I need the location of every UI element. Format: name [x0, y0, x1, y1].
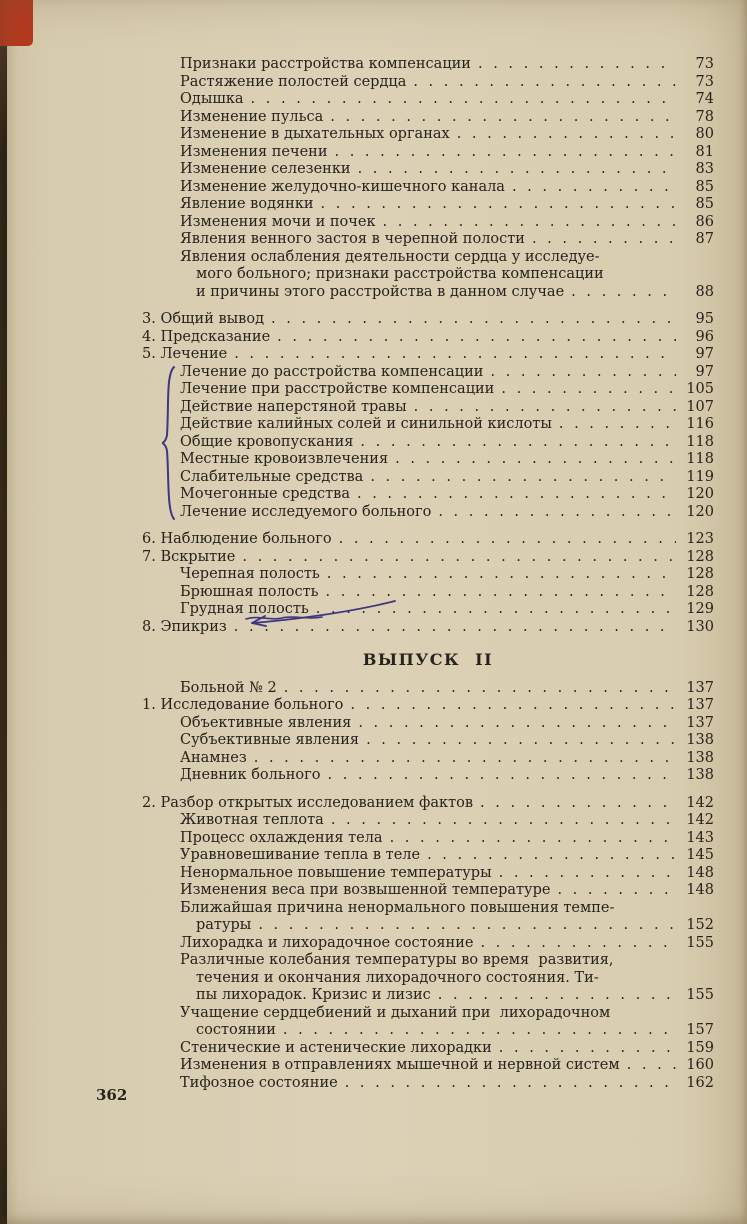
dot-leader — [350, 697, 676, 715]
entry-title: Дневник больного — [180, 767, 321, 783]
entry-page-number: 148 — [686, 882, 714, 898]
dot-leader — [358, 161, 676, 179]
entry-title: Одышка — [180, 91, 244, 107]
entry-title: Лечение до расстройства компенсации — [180, 363, 484, 380]
toc-entry — [180, 566, 714, 584]
dot-leader — [478, 56, 676, 74]
entry-title: Мочегонные средства — [180, 486, 350, 502]
toc-entry — [180, 416, 714, 434]
toc-entry — [180, 214, 714, 232]
red-corner-mark — [0, 0, 33, 46]
entry-page-number: 157 — [686, 1022, 714, 1038]
entry-title-line: мого больного; признаки расстройства компенсации — [196, 266, 604, 282]
toc-entry — [180, 126, 714, 144]
entry-page-number: 145 — [686, 847, 714, 863]
entry-page-number: 80 — [695, 126, 714, 142]
toc-entry — [180, 750, 714, 768]
dot-leader — [532, 231, 676, 249]
dot-leader — [438, 987, 676, 1005]
toc-entry — [180, 381, 714, 399]
entry-title: Животная теплота — [180, 812, 324, 828]
entry-page-number: 96 — [695, 328, 714, 345]
entry-page-number: 129 — [686, 601, 714, 617]
entry-title: Явления венного застоя в черепной полости — [180, 231, 525, 247]
entry-title: Изменения мочи и почек — [180, 213, 376, 230]
entry-title: Грудная полость — [180, 601, 309, 617]
dot-leader — [490, 364, 676, 382]
toc-entry — [142, 311, 714, 329]
entry-title: Действие калийных солей и синильной кислоты — [180, 416, 552, 432]
entry-page-number: 130 — [686, 618, 714, 635]
entry-page-number: 137 — [686, 697, 714, 713]
entry-title: Слабительные средства — [180, 468, 364, 485]
entry-group — [142, 680, 714, 785]
entry-title: Брюшная полость — [180, 583, 319, 600]
entry-title: Растяжение полостей сердца — [180, 73, 407, 90]
toc-entry — [180, 504, 714, 522]
entry-group — [142, 56, 714, 301]
entry-page-number: 81 — [695, 143, 714, 160]
toc-entry — [142, 346, 714, 364]
entry-title-line: Явления ослабления деятельности сердца у исследуе- — [180, 248, 600, 265]
dot-leader — [427, 847, 676, 865]
entry-page-number: 137 — [686, 714, 714, 731]
handwritten-brace-icon — [161, 365, 177, 521]
toc-entry — [180, 680, 714, 698]
toc-entry — [180, 715, 714, 733]
entry-group — [142, 795, 714, 1093]
entry-title: Изменения печени — [180, 143, 328, 160]
toc-entry — [180, 56, 714, 74]
dot-leader — [335, 144, 677, 162]
entry-title: Явление водянки — [180, 196, 314, 212]
entry-page-number: 88 — [695, 283, 714, 300]
toc-entry — [180, 1075, 714, 1093]
entry-title: 6. Наблюдение больного — [142, 531, 332, 547]
entry-page-number: 74 — [695, 91, 714, 107]
entry-title: Процесс охлаждения тела — [180, 829, 383, 846]
entry-title: Субъективные явления — [180, 732, 360, 748]
dot-leader — [499, 1040, 676, 1058]
toc-entry — [142, 795, 714, 813]
entry-page-number: 87 — [695, 231, 714, 247]
entry-group — [142, 531, 714, 636]
entry-page-number: 105 — [686, 381, 714, 397]
dot-leader — [395, 451, 676, 469]
dot-leader — [501, 381, 676, 399]
entry-title: Изменение желудочно-кишечного канала — [180, 178, 505, 195]
entry-title: Лечение исследуемого больного — [180, 503, 432, 520]
toc-entry — [180, 434, 714, 452]
entry-title: Изменение пульса — [180, 108, 324, 125]
entry-title-line: Различные колебания температуры во время развития, — [180, 952, 614, 968]
toc-entry — [180, 486, 714, 504]
dot-leader — [251, 91, 676, 109]
entry-page-number: 137 — [686, 679, 714, 696]
entry-page-number: 95 — [695, 311, 714, 327]
dot-leader — [370, 469, 676, 487]
entry-page-number: 142 — [686, 794, 714, 811]
dot-leader — [242, 549, 676, 567]
dot-leader — [559, 416, 676, 434]
entry-title: Ненормальное повышение температуры — [180, 864, 492, 881]
entry-title: 7. Вскрытие — [142, 548, 236, 565]
entry-title: Местные кровоизвлечения — [180, 451, 389, 467]
entry-page-number: 128 — [686, 548, 714, 565]
dot-leader — [457, 126, 676, 144]
entry-title: Изменения веса при возвышенной температуре — [180, 882, 551, 898]
entry-title: Тифозное состояние — [180, 1074, 338, 1091]
toc-entry — [180, 249, 714, 302]
entry-page-number: 85 — [695, 196, 714, 212]
toc-entry — [180, 952, 714, 1005]
dot-leader — [360, 434, 676, 452]
entry-page-number: 83 — [695, 161, 714, 177]
entry-title: Лихорадка и лихорадочное состояние — [180, 934, 474, 951]
section-heading: ВЫПУСК II — [362, 650, 494, 669]
toc-entry — [180, 451, 714, 469]
toc-entry — [142, 329, 714, 347]
dot-leader — [284, 680, 676, 698]
toc-entry — [180, 74, 714, 92]
entry-title: Анамнез — [180, 749, 247, 766]
entry-title: состоянии — [196, 1022, 276, 1038]
toc-entry — [142, 549, 714, 567]
entry-title-line: течения и окончания лихорадочного состояния. Ти- — [196, 969, 599, 986]
entry-title-line: Ближайшая причина ненормального повышения темпе- — [180, 899, 615, 916]
toc-entry — [180, 109, 714, 127]
entry-page-number: 128 — [686, 566, 714, 582]
entry-page-number: 97 — [695, 363, 714, 380]
entry-page-number: 118 — [686, 433, 714, 450]
page-left-edge-shadow — [0, 0, 7, 1224]
dot-leader — [327, 767, 676, 785]
entry-page-number: 78 — [695, 108, 714, 125]
dot-leader — [414, 399, 676, 417]
entry-title: Изменение селезенки — [180, 161, 351, 177]
dot-leader — [383, 214, 676, 232]
entry-title: Изменение в дыхательных органах — [180, 126, 450, 142]
entry-title: Объективные явления — [180, 714, 352, 731]
entry-group — [142, 311, 714, 364]
dot-leader — [358, 715, 676, 733]
entry-title: Лечение при расстройстве компенсации — [180, 381, 495, 397]
entry-title: 8. Эпикриз — [142, 618, 227, 635]
toc-entry — [142, 697, 714, 715]
toc-entry — [180, 469, 714, 487]
entry-title: ратуры — [196, 917, 252, 933]
dot-leader — [512, 179, 676, 197]
dot-leader — [413, 74, 676, 92]
toc-entry — [180, 144, 714, 162]
toc-entry — [180, 847, 714, 865]
dot-leader — [283, 1022, 676, 1040]
entry-title: Стенические и астенические лихорадки — [180, 1039, 492, 1056]
entry-page-number: 97 — [695, 346, 714, 362]
toc-entry — [180, 767, 714, 785]
toc-entry — [180, 900, 714, 935]
entry-title: пы лихорадок. Кризис и лизис — [196, 987, 431, 1003]
entry-page-number: 120 — [686, 503, 714, 520]
entry-title: Изменения в отправлениях мышечной и нервной систем — [180, 1057, 620, 1073]
entry-title: Больной № 2 — [180, 679, 277, 696]
toc-entry — [180, 161, 714, 179]
dot-leader — [557, 882, 676, 900]
toc-entry — [180, 830, 714, 848]
entry-page-number: 155 — [686, 934, 714, 951]
toc-entry — [180, 1005, 714, 1040]
entry-title: 3. Общий вывод — [142, 311, 265, 327]
entry-page-number: 123 — [686, 531, 714, 547]
entry-title: 2. Разбор открытых исследованием фактов — [142, 794, 474, 811]
dot-leader — [357, 486, 676, 504]
entry-title: Черепная полость — [180, 566, 320, 582]
toc-entry — [180, 91, 714, 109]
table-of-contents — [142, 56, 714, 1092]
dot-leader — [330, 109, 676, 127]
dot-leader — [390, 830, 676, 848]
toc-entry — [180, 882, 714, 900]
toc-entry — [142, 531, 714, 549]
dot-leader — [321, 196, 676, 214]
toc-entry — [180, 196, 714, 214]
dot-leader — [271, 311, 676, 329]
entry-page-number: 73 — [695, 56, 714, 72]
dot-leader — [499, 865, 676, 883]
entry-page-number: 107 — [686, 398, 714, 415]
dot-leader — [258, 917, 676, 935]
entry-title: и причины этого расстройства в данном случае — [196, 283, 565, 300]
entry-page-number: 148 — [686, 864, 714, 881]
toc-entry — [180, 1057, 714, 1075]
toc-entry — [180, 179, 714, 197]
entry-page-number: 160 — [686, 1057, 714, 1073]
toc-entry — [180, 231, 714, 249]
braced-entry-group — [142, 364, 714, 522]
entry-title: Действие наперстяной травы — [180, 398, 407, 415]
toc-entry — [180, 732, 714, 750]
toc-entry — [180, 1040, 714, 1058]
dot-leader — [480, 935, 676, 953]
entry-page-number: 119 — [686, 468, 714, 485]
entry-page-number: 162 — [686, 1074, 714, 1091]
dot-leader — [331, 812, 676, 830]
entry-title: 5. Лечение — [142, 346, 228, 362]
dot-leader — [345, 1075, 676, 1093]
entry-title: 4. Предсказание — [142, 328, 271, 345]
entry-page-number: 116 — [686, 416, 714, 432]
entry-page-number: 128 — [686, 583, 714, 600]
entry-title: Признаки расстройства компенсации — [180, 56, 471, 72]
entry-title: Общие кровопускания — [180, 433, 354, 450]
entry-page-number: 143 — [686, 829, 714, 846]
entry-title-line: Учащение сердцебиений и дыханий при лихорадочном — [180, 1004, 611, 1021]
dot-leader — [327, 566, 676, 584]
dot-leader — [339, 531, 676, 549]
entry-page-number: 142 — [686, 812, 714, 828]
toc-entry — [180, 399, 714, 417]
dot-leader — [627, 1057, 676, 1075]
handwritten-arrow-icon — [240, 599, 400, 629]
entry-page-number: 152 — [686, 917, 714, 933]
entry-page-number: 138 — [686, 767, 714, 783]
dot-leader — [234, 346, 676, 364]
dot-leader — [438, 504, 676, 522]
entry-page-number: 138 — [686, 732, 714, 748]
entry-page-number: 138 — [686, 749, 714, 766]
entry-page-number: 85 — [695, 178, 714, 195]
dot-leader — [277, 329, 676, 347]
entry-page-number: 118 — [686, 451, 714, 467]
toc-entry — [180, 812, 714, 830]
dot-leader — [480, 795, 676, 813]
entry-page-number: 120 — [686, 486, 714, 502]
dot-leader — [254, 750, 676, 768]
entry-page-number: 86 — [695, 213, 714, 230]
entry-title: 1. Исследование больного — [142, 697, 344, 713]
entry-title: Уравновешивание тепла в теле — [180, 847, 421, 863]
toc-entry — [142, 619, 714, 637]
entry-page-number: 73 — [695, 73, 714, 90]
entry-page-number: 159 — [686, 1039, 714, 1056]
dot-leader — [366, 732, 676, 750]
folio-page-number: 362 — [96, 1086, 128, 1104]
toc-entry — [180, 364, 714, 382]
dot-leader — [571, 284, 676, 302]
toc-entry — [180, 865, 714, 883]
entry-page-number: 155 — [686, 987, 714, 1003]
toc-entry — [180, 935, 714, 953]
